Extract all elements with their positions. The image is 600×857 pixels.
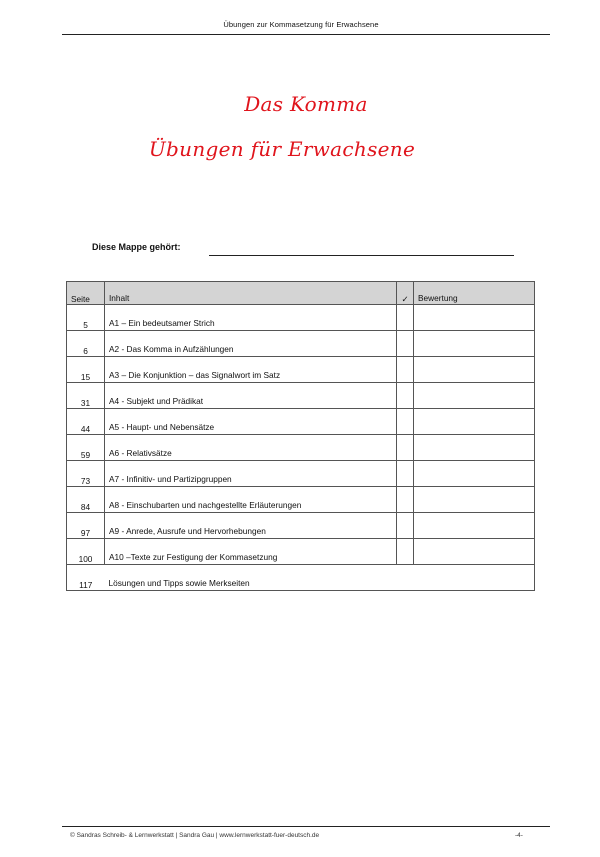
row-rating-cell [414,331,535,357]
row-page: 97 [67,513,105,539]
row-content: Lösungen und Tipps sowie Merkseiten [105,565,535,591]
row-page: 73 [67,461,105,487]
table-row-solutions [67,565,535,591]
table-row [67,331,535,357]
table-row [67,513,535,539]
row-page: 100 [67,539,105,565]
row-content: A1 – Ein bedeutsamer Strich [105,305,397,331]
row-check-cell [397,409,414,435]
row-page: 15 [67,357,105,383]
row-content: A8 - Einschubarten und nachgestellte Erläuterungen [105,487,397,513]
row-content: A10 –Texte zur Festigung der Kommasetzung [105,539,397,565]
row-rating-cell [414,539,535,565]
row-check-cell [397,357,414,383]
row-rating-cell [414,409,535,435]
row-page: 5 [67,305,105,331]
column-header-check: ✓ [397,282,414,305]
row-check-cell [397,513,414,539]
column-header-page: Seite [67,282,105,305]
table-row [67,487,535,513]
row-rating-cell [414,305,535,331]
toc-header-row [67,282,535,305]
row-page: 117 [67,565,105,591]
column-header-content: Inhalt [105,282,397,305]
row-content: A6 - Relativsätze [105,435,397,461]
row-rating-cell [414,435,535,461]
table-row [67,305,535,331]
document-title: Das Komma [244,92,368,116]
row-content: A2 - Das Komma in Aufzählungen [105,331,397,357]
header-divider [62,34,550,35]
page-number: -4- [515,832,523,839]
row-content: A5 - Haupt- und Nebensätze [105,409,397,435]
row-check-cell [397,461,414,487]
page-header: Übungen zur Kommasetzung für Erwachsene [223,20,379,29]
row-page: 44 [67,409,105,435]
row-page: 6 [67,331,105,357]
row-page: 84 [67,487,105,513]
row-page: 31 [67,383,105,409]
row-rating-cell [414,383,535,409]
row-check-cell [397,487,414,513]
row-rating-cell [414,513,535,539]
table-row [67,409,535,435]
footer-copyright: © Sandras Schreib- & Lernwerkstatt | Sandra Gau | www.lernwerkstatt-fuer-deutsch.de [70,832,320,839]
row-check-cell [397,539,414,565]
row-check-cell [397,331,414,357]
row-check-cell [397,383,414,409]
document-subtitle: Übungen für Erwachsene [148,137,416,161]
owner-label: Diese Mappe gehört: [92,242,181,252]
table-row [67,435,535,461]
owner-name-line [209,255,514,256]
row-content: A9 - Anrede, Ausrufe und Hervorhebungen [105,513,397,539]
row-check-cell [397,435,414,461]
row-rating-cell [414,357,535,383]
row-rating-cell [414,487,535,513]
footer-divider [62,826,550,827]
table-row [67,461,535,487]
row-content: A3 – Die Konjunktion – das Signalwort im Satz [105,357,397,383]
row-rating-cell [414,461,535,487]
table-row [67,357,535,383]
table-row [67,539,535,565]
row-content: A7 - Infinitiv- und Partizipgruppen [105,461,397,487]
table-of-contents [66,281,535,591]
table-row [67,383,535,409]
row-content: A4 - Subjekt und Prädikat [105,383,397,409]
row-page: 59 [67,435,105,461]
column-header-rating: Bewertung [414,282,535,305]
row-check-cell [397,305,414,331]
